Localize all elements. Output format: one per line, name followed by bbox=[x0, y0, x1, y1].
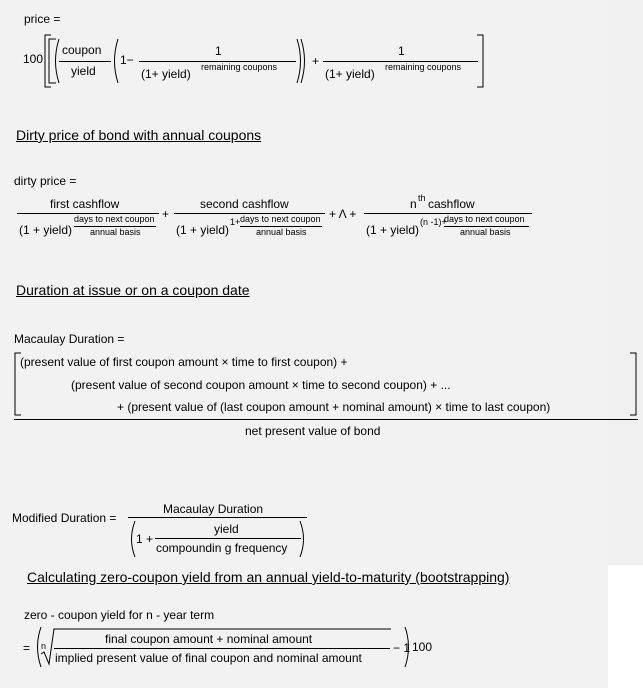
yield-text: yield bbox=[71, 64, 96, 78]
modified-fraction-line bbox=[128, 517, 307, 518]
heading-duration: Duration at issue or on a coupon date bbox=[16, 282, 250, 298]
second-cashflow: second cashflow bbox=[200, 197, 289, 211]
right-paren-4 bbox=[404, 626, 412, 668]
exp-basis-second: annual basis bbox=[256, 227, 307, 237]
modified-yield: yield bbox=[214, 522, 239, 536]
plus-1: + bbox=[162, 207, 170, 221]
nth-n: n bbox=[410, 197, 417, 211]
left-paren-3 bbox=[128, 520, 136, 558]
heading-bootstrapping: Calculating zero-coupon yield from an annual yield-to-maturity (bootstrapping) bbox=[27, 569, 510, 585]
macaulay-lhs: Macaulay Duration = bbox=[14, 332, 125, 346]
exp-n-minus-1: (n -1)+ bbox=[420, 217, 447, 227]
exp-days-second: days to next coupon bbox=[240, 214, 321, 224]
exp-basis-nth: annual basis bbox=[460, 227, 511, 237]
modified-inner-fraction-line bbox=[155, 538, 301, 539]
zero-factor: 100 bbox=[412, 640, 433, 654]
coupon-text: coupon bbox=[62, 43, 102, 57]
modified-one-plus: 1 + bbox=[136, 532, 154, 546]
plus-sign: + bbox=[312, 54, 320, 68]
exp-days-nth: days to next coupon bbox=[444, 214, 525, 224]
coupon-yield-fraction-line bbox=[59, 61, 111, 62]
remaining-coupons-exponent-2: remaining coupons bbox=[385, 62, 462, 72]
zero-lhs: zero - coupon yield for n - year term bbox=[24, 608, 215, 622]
modified-lhs: Modified Duration = bbox=[12, 511, 117, 525]
one-plus-yield-2: (1+ yield) bbox=[325, 67, 375, 81]
exp-days-first: days to next coupon bbox=[74, 214, 155, 224]
nth-cashflow: cashflow bbox=[428, 197, 475, 211]
macaulay-fraction-line bbox=[14, 419, 638, 420]
right-paren-2 bbox=[300, 38, 308, 84]
price-lhs: price = bbox=[24, 12, 61, 26]
one-plus-yield-second: (1 + yield) bbox=[176, 223, 230, 237]
minus-one: − 1 bbox=[393, 641, 411, 655]
nth-th: th bbox=[418, 193, 426, 203]
dirty-price-lhs: dirty price = bbox=[14, 174, 77, 188]
first-cashflow: first cashflow bbox=[50, 197, 120, 211]
root-index: n bbox=[41, 641, 47, 651]
one-plus-yield-first: (1 + yield) bbox=[19, 223, 73, 237]
one-numerator: 1 bbox=[215, 44, 222, 58]
zero-numerator: final coupon amount + nominal amount bbox=[105, 632, 313, 646]
right-bracket bbox=[476, 34, 486, 88]
price-factor: 100 bbox=[23, 52, 44, 66]
macaulay-line-3: + (present value of (last coupon amount + nominal amount) × time to last coupon) bbox=[117, 400, 551, 414]
macaulay-line-2: (present value of second coupon amount × time to second coupon) + ... bbox=[71, 378, 451, 392]
zero-equals: = bbox=[23, 641, 31, 655]
right-bracket-2 bbox=[629, 352, 637, 416]
exp-one-plus-second: 1+ bbox=[230, 217, 241, 227]
zero-fraction-line bbox=[54, 648, 390, 649]
exp-basis-first: annual basis bbox=[90, 227, 141, 237]
right-paren-3 bbox=[299, 520, 307, 558]
macaulay-line-1: (present value of first coupon amount × time to first coupon) + bbox=[20, 355, 348, 369]
modified-numerator: Macaulay Duration bbox=[163, 502, 264, 516]
ellipsis-term: + Λ + bbox=[329, 207, 357, 221]
heading-dirty-price: Dirty price of bond with annual coupons bbox=[16, 127, 262, 143]
zero-denominator: implied present value of final coupon and nominal amount bbox=[55, 651, 362, 665]
one-plus-yield: (1+ yield) bbox=[141, 67, 191, 81]
left-paren-2 bbox=[111, 38, 119, 84]
one-minus: 1− bbox=[120, 53, 134, 67]
remaining-coupons-exponent: remaining coupons bbox=[201, 62, 278, 72]
one-numerator-2: 1 bbox=[398, 44, 405, 58]
one-plus-yield-nth: (1 + yield) bbox=[366, 223, 420, 237]
page-margin bbox=[608, 565, 643, 688]
macaulay-denominator: net present value of bond bbox=[245, 424, 381, 438]
compounding-frequency: compoundin g frequency bbox=[156, 541, 288, 555]
